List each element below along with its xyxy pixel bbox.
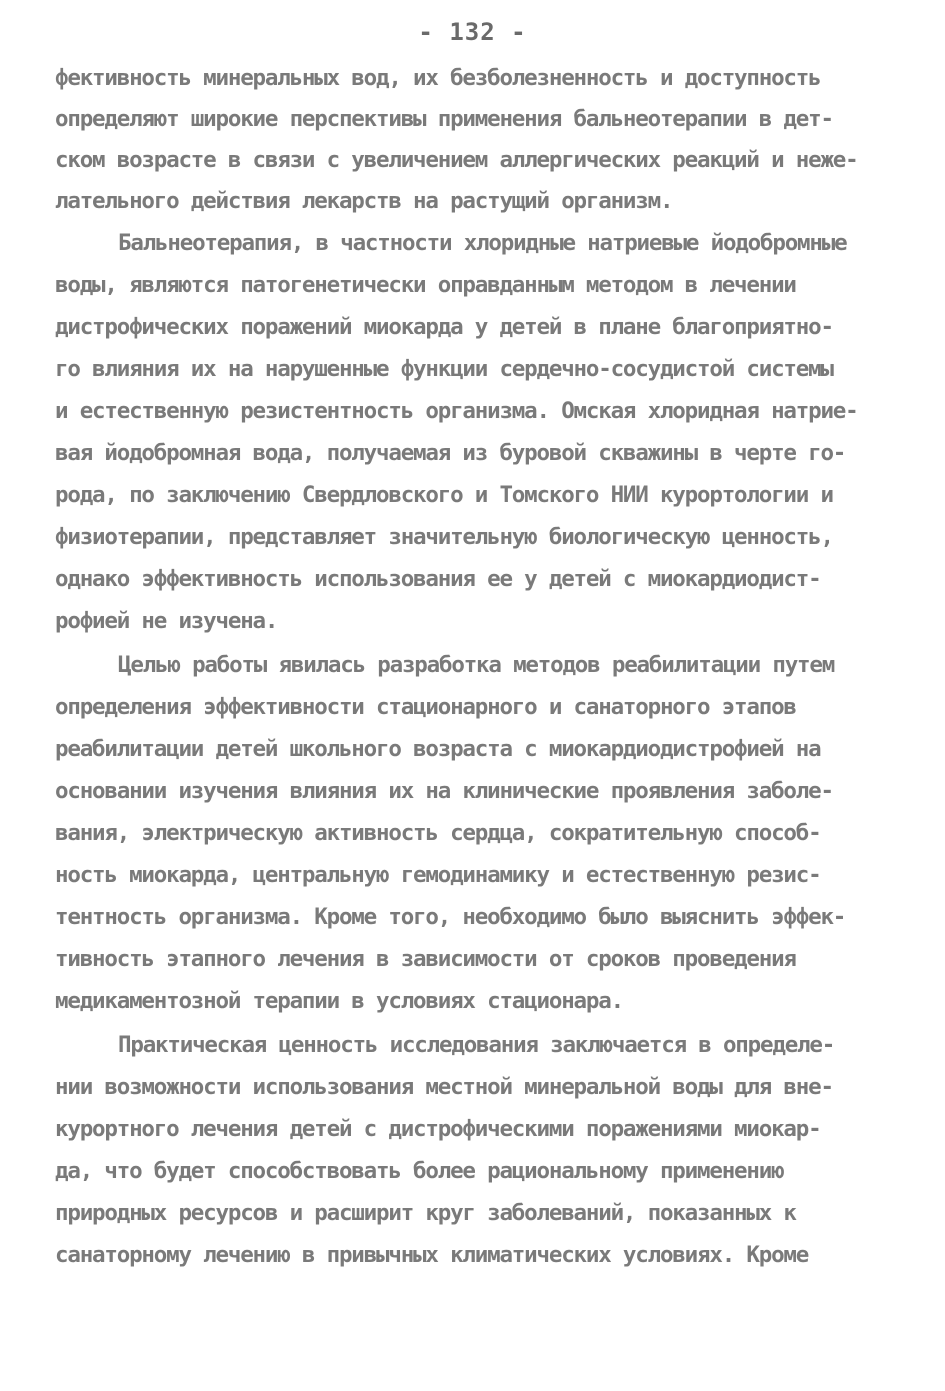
text-line: рофией не изучена. [55,608,278,634]
text-line: рода, по заключению Свердловского и Томского НИИ курортологии и [55,482,833,508]
text-line: дистрофических поражений миокарда у детей в плане благоприятно- [55,314,833,340]
text-line: природных ресурсов и расширит круг заболеваний, показанных к [55,1200,796,1226]
text-line: курортного лечения детей с дистрофическими поражениями миокар- [55,1116,821,1142]
text-line: физиотерапии, представляет значительную биологическую ценность, [55,524,833,550]
text-line: и естественную резистентность организма. Омская хлоридная натрие- [55,398,858,424]
text-line: нии возможности использования местной минеральной воды для вне- [55,1074,833,1100]
paragraph-first-line: Бальнеотерапия, в частности хлоридные натриевые йодобромные [118,230,847,256]
text-line: основании изучения влияния их на клинические проявления заболе- [55,778,833,804]
text-line: ском возрасте в связи с увеличением аллергических реакций и неже- [55,147,858,173]
paragraph-first-line: Целью работы явилась разработка методов реабилитации путем [118,652,835,678]
text-line: санаторному лечению в привычных климатических условиях. Кроме [55,1242,809,1268]
text-line: воды, являются патогенетически оправданным методом в лечении [55,272,796,298]
text-line: медикаментозной терапии в условиях стационара. [55,988,623,1014]
text-line: однако эффективность использования ее у детей с миокардиодист- [55,566,821,592]
text-line: определения эффективности стационарного и санаторного этапов [55,694,796,720]
text-line: фективность минеральных вод, их безболезненность и доступность [55,65,821,91]
text-line: ность миокарда, центральную гемодинамику и естественную резис- [55,862,821,888]
text-line: реабилитации детей школьного возраста с миокардиодистрофией на [55,736,821,762]
text-line: го влияния их на нарушенные функции сердечно-сосудистой системы [55,356,833,382]
text-line: тивность этапного лечения в зависимости от сроков проведения [55,946,796,972]
text-line: вая йодобромная вода, получаемая из буровой скважины в черте го- [55,440,846,466]
text-line: вания, электрическую активность сердца, сократительную способ- [55,820,821,846]
paragraph-first-line: Практическая ценность исследования заключается в определе- [118,1032,835,1058]
text-line: тентность организма. Кроме того, необходимо было выяснить эффек- [55,904,846,930]
text-line: лательного действия лекарств на растущий организм. [55,188,673,214]
text-line: определяют широкие перспективы применения бальнеотерапии в дет- [55,106,833,132]
text-line: да, что будет способствовать более рациональному применению [55,1158,784,1184]
page-number: - 132 - [418,18,527,46]
